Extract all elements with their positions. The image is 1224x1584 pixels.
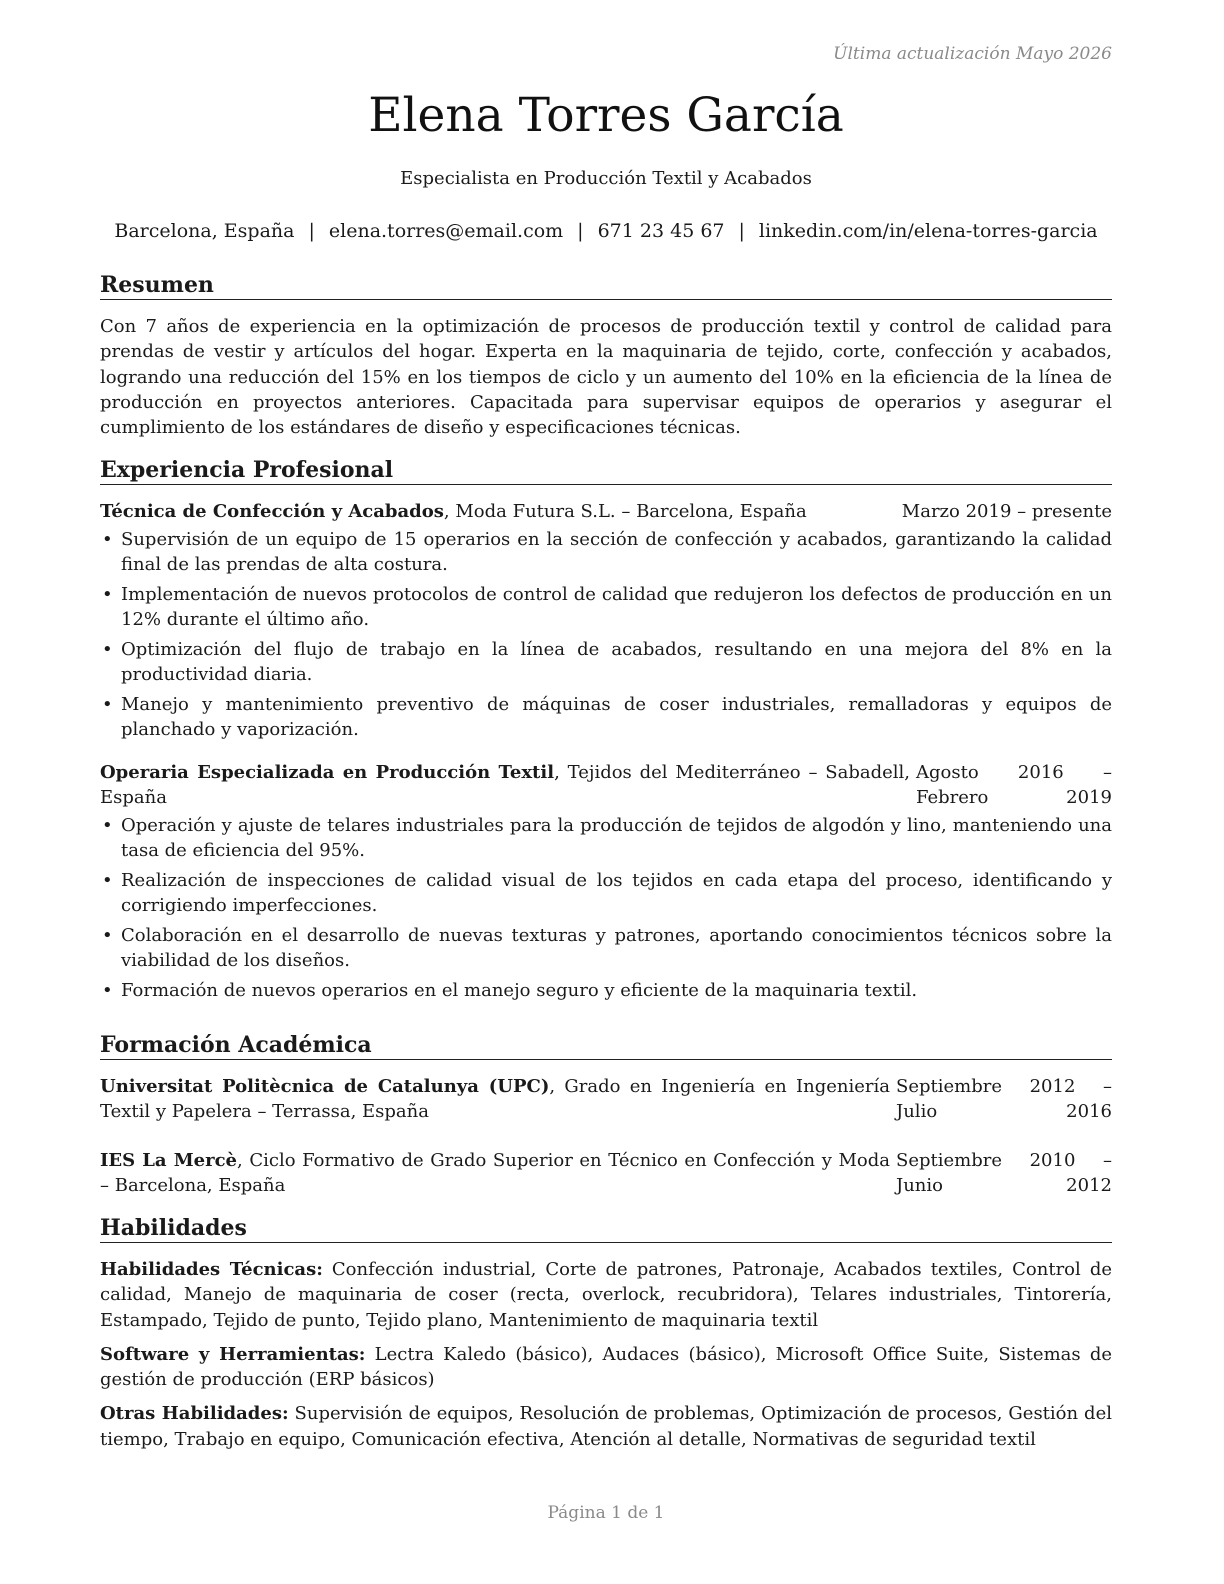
experience-section <box>100 456 1112 1008</box>
skills-group-text: Confección industrial, Corte de patrones, Patronaje, Acabados textiles, Control de calidad, Manejo de maquinaria de coser (recta, overlock, recubridora), Telares industriales, Tintorería, Estampado, Tejido de punto, Tejido plano, Mantenimiento de maquinaria textil <box>100 1259 1112 1331</box>
job-bullet: • Formación de nuevos operarios en el manejo seguro y eficiente de la maquinaria textil. <box>100 978 1112 1003</box>
contact-separator: | <box>308 220 315 242</box>
education-entry <box>100 1074 1112 1124</box>
contact-phone: 671 23 45 67 <box>597 220 725 242</box>
contact-location: Barcelona, España <box>114 220 295 242</box>
education-date: Septiembre 2012 – Julio 2016 <box>896 1076 1112 1122</box>
headline: Especialista en Producción Textil y Acabados <box>400 168 812 189</box>
job-date: Agosto 2016 – Febrero 2019 <box>916 762 1112 808</box>
job-bullets <box>100 813 1112 1003</box>
job-entry <box>100 760 1112 1003</box>
summary-text: Con 7 años de experiencia en la optimización de procesos de producción textil y control de calidad para prendas de vestir y artículos del hogar. Experta en la maquinaria de tejido, corte, confección y acabados, logrando una reducción del 15% en los tiempos de ciclo y un aumento del 10% en la eficiencia de la línea de producción en proyectos anteriores. Capacitada para supervisar equipos de operarios y asegurar el cumplimiento de los estándares de diseño y especificaciones técnicas. <box>100 316 1112 439</box>
job-bullet: • Colaboración en el desarrollo de nuevas texturas y patrones, aportando conocimientos técnicos sobre la viabilidad de los diseños. <box>100 923 1112 973</box>
job-role: Técnica de Confección y Acabados <box>100 501 444 522</box>
contact-line <box>100 220 1112 242</box>
job-bullet: • Manejo y mantenimiento preventivo de máquinas de coser industriales, remalladoras y equipos de planchado y vaporización. <box>100 692 1112 742</box>
job-bullet: • Realización de inspecciones de calidad visual de los tejidos en cada etapa del proceso, identificando y corrigiendo imperfecciones. <box>100 868 1112 918</box>
education-entry <box>100 1148 1112 1198</box>
job-company: , Tejidos del Mediterráneo – Sabadell, España <box>100 762 910 808</box>
education-detail: , Ciclo Formativo de Grado Superior en Técnico en Confección y Moda – Barcelona, España <box>100 1150 890 1196</box>
skills-group-text: Lectra Kaledo (básico), Audaces (básico), Microsoft Office Suite, Sistemas de gestión de producción (ERP básicos) <box>100 1343 1113 1391</box>
education-school: IES La Mercè <box>100 1150 238 1171</box>
candidate-name: Elena Torres García <box>368 88 844 143</box>
skills-group <box>100 1257 1112 1333</box>
job-bullet: • Supervisión de un equipo de 15 operarios en la sección de confección y acabados, garantizando la calidad final de las prendas de alta costura. <box>100 527 1112 577</box>
skills-heading: Habilidades <box>100 1214 1112 1243</box>
job-role: Operaria Especializada en Producción Textil <box>100 762 555 783</box>
skills-group-label: Otras Habilidades: <box>100 1403 289 1425</box>
contact-email[interactable]: elena.torres@email.com <box>328 220 564 242</box>
skills-section <box>100 1214 1112 1461</box>
skills-group <box>100 1401 1112 1452</box>
contact-separator: | <box>738 220 745 242</box>
experience-heading: Experiencia Profesional <box>100 456 1112 485</box>
education-heading: Formación Académica <box>100 1031 1112 1060</box>
contact-separator: | <box>577 220 584 242</box>
education-section <box>100 1031 1112 1198</box>
skills-group-label: Software y Herramientas: <box>100 1343 366 1365</box>
summary-section <box>100 271 1112 440</box>
page-number: Página 1 de 1 <box>547 1503 665 1523</box>
job-header <box>100 760 1112 810</box>
summary-heading: Resumen <box>100 271 1112 300</box>
contact-linkedin[interactable]: linkedin.com/in/elena-torres-garcia <box>758 220 1098 242</box>
skills-group <box>100 1342 1112 1393</box>
job-bullet: • Implementación de nuevos protocolos de control de calidad que redujeron los defectos de producción en un 12% durante el último año. <box>100 582 1112 632</box>
job-company: , Moda Futura S.L. – Barcelona, España <box>443 501 807 522</box>
skills-group-text: Supervisión de equipos, Resolución de problemas, Optimización de procesos, Gestión del tiempo, Trabajo en equipo, Comunicación efectiva, Atención al detalle, Normativas de seguridad textil <box>100 1403 1112 1450</box>
education-date: Septiembre 2010 – Junio 2012 <box>896 1150 1112 1196</box>
job-bullets <box>100 527 1112 742</box>
job-entry <box>100 499 1112 742</box>
job-bullet: • Optimización del flujo de trabajo en la línea de acabados, resultando en una mejora del 8% en la productividad diaria. <box>100 637 1112 687</box>
education-detail: , Grado en Ingeniería en Ingeniería Textil y Papelera – Terrassa, España <box>100 1076 890 1122</box>
job-bullet: • Operación y ajuste de telares industriales para la producción de tejidos de algodón y lino, manteniendo una tasa de eficiencia del 95%. <box>100 813 1112 863</box>
skills-group-label: Habilidades Técnicas: <box>100 1259 323 1280</box>
job-header <box>100 499 1112 524</box>
last-updated: Última actualización Mayo 2026 <box>833 44 1112 64</box>
job-date: Marzo 2019 – presente <box>901 501 1112 522</box>
education-school: Universitat Politècnica de Catalunya (UPC) <box>100 1076 550 1097</box>
